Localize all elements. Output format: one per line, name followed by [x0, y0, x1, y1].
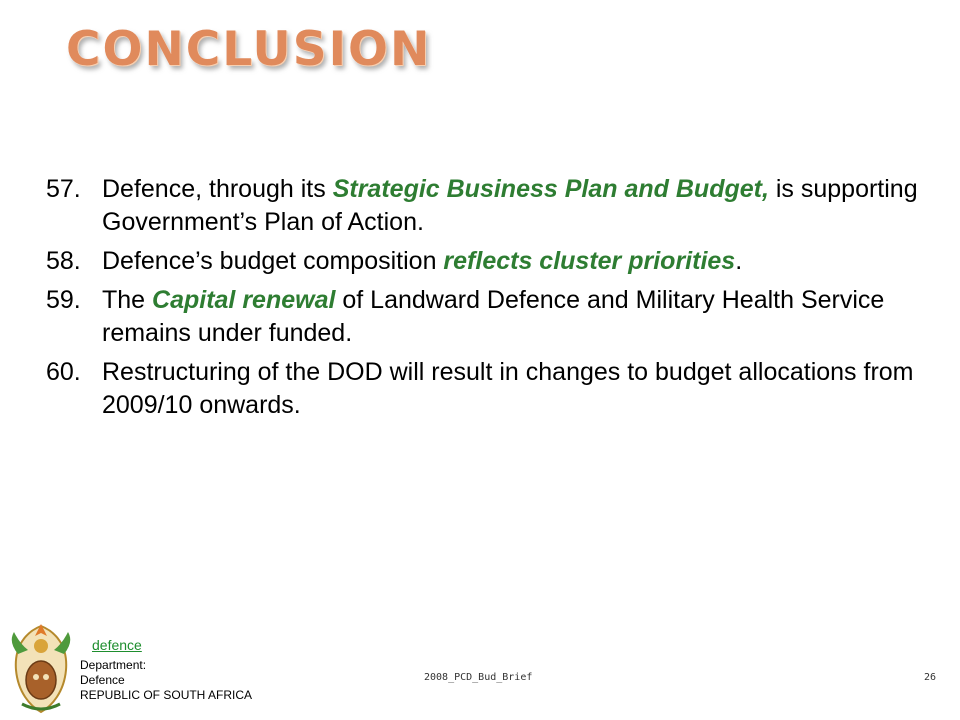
item-text: Restructuring of the DOD will result in changes to budget allocations from 2009/10 onwards.	[102, 358, 914, 419]
item-text: Defence’s budget composition	[102, 247, 444, 275]
item-text: of Landward Defence and Military Health Service remains under funded.	[102, 286, 885, 347]
coat-of-arms-logo	[4, 622, 78, 716]
item-text: The	[102, 286, 153, 314]
item-highlight: Strategic Business Plan and Budget,	[332, 175, 769, 203]
list-item	[40, 284, 940, 350]
conclusion-list	[40, 173, 940, 428]
item-number: 57.	[46, 175, 81, 203]
list-item	[40, 356, 940, 422]
item-text: .	[735, 247, 743, 275]
page-number: 26	[924, 672, 937, 683]
list-item	[40, 173, 940, 239]
item-highlight: reflects cluster priorities	[443, 247, 736, 275]
item-text: Defence, through its	[102, 175, 333, 203]
slide-title: CONCLUSION	[66, 22, 432, 77]
department-label: Department:	[80, 658, 147, 672]
department-block	[80, 638, 252, 703]
item-text: is supporting Government’s Plan of Action.	[102, 175, 918, 236]
department-label: Defence	[80, 673, 125, 687]
item-number: 59.	[46, 286, 81, 314]
list-item	[40, 245, 940, 278]
item-number: 58.	[46, 247, 81, 275]
footer-filename: 2008_PCD_Bud_Brief	[424, 672, 533, 683]
item-number: 60.	[46, 358, 81, 386]
country-label: REPUBLIC OF SOUTH AFRICA	[80, 688, 253, 702]
item-highlight: Capital renewal	[152, 286, 336, 314]
department-name[interactable]: defence	[92, 637, 142, 653]
